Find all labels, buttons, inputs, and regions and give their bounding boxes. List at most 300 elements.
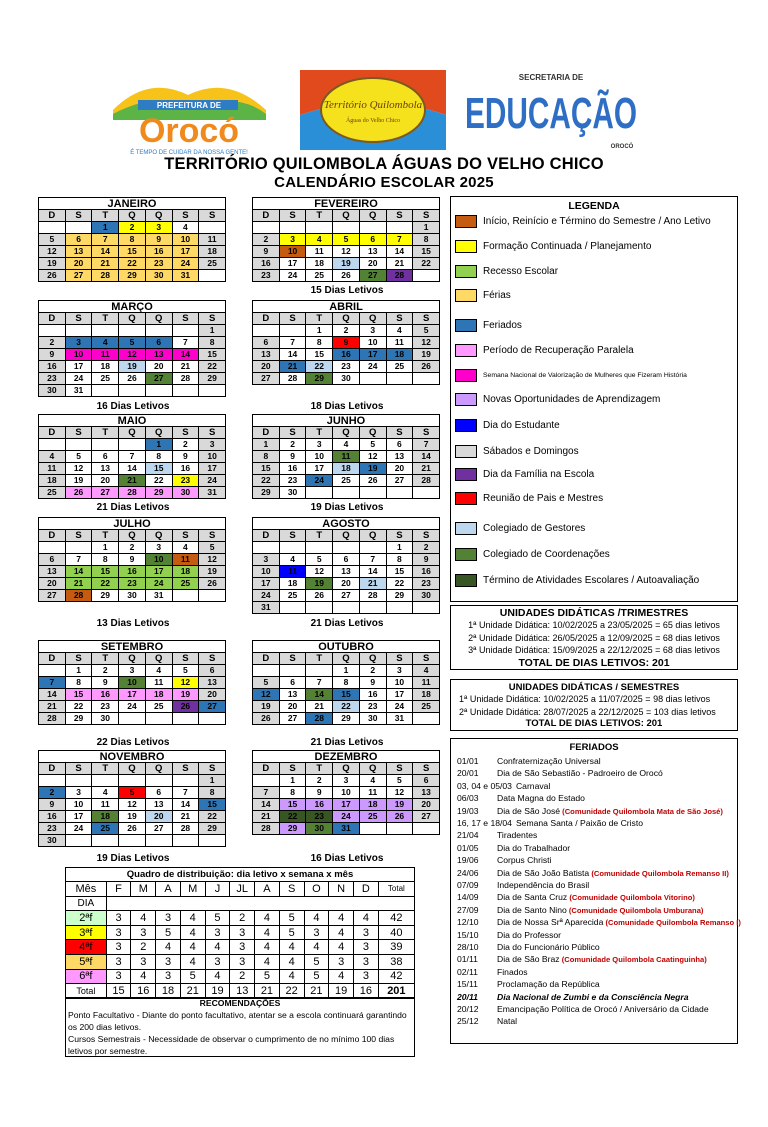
day-cell: 6	[146, 337, 173, 349]
weekday-header: T	[92, 210, 119, 222]
month-grid	[38, 530, 226, 602]
dist-cell: 2ªf	[66, 911, 107, 926]
trimestre-line: 1ª Unidade Didática: 10/02/2025 a 23/05/2025 = 65 dias letivos	[468, 620, 720, 630]
day-cell: 28	[253, 823, 280, 835]
day-cell: 25	[333, 475, 360, 487]
day-cell: 26	[306, 590, 333, 602]
dist-cell: 5	[180, 969, 205, 984]
day-cell	[39, 222, 66, 234]
month-name: DEZEMBRO	[252, 750, 440, 763]
dist-cell: 19	[205, 984, 230, 999]
day-cell	[306, 222, 333, 234]
dist-cell: 4	[180, 954, 205, 969]
day-cell: 21	[253, 811, 280, 823]
day-cell: 9	[92, 677, 119, 689]
page-title: TERRITÓRIO QUILOMBOLA ÁGUAS DO VELHO CHICO	[164, 155, 604, 173]
day-cell: 1	[413, 222, 440, 234]
day-cell	[199, 835, 226, 847]
legend-box	[450, 196, 738, 602]
day-cell: 11	[146, 677, 173, 689]
day-cell	[199, 222, 226, 234]
day-cell: 19	[66, 475, 93, 487]
legend-swatch	[455, 289, 477, 302]
day-cell: 4	[387, 325, 414, 337]
day-cell	[253, 775, 280, 787]
day-cell: 31	[387, 713, 414, 725]
legend-swatch	[455, 522, 477, 535]
weekday-header: S	[280, 313, 307, 325]
day-cell: 13	[253, 349, 280, 361]
day-cell: 29	[280, 823, 307, 835]
day-cell: 12	[360, 451, 387, 463]
trimestre-line: 2ª Unidade Didática: 26/05/2025 a 12/09/2025 = 68 dias letivos	[468, 632, 720, 643]
legend-item	[455, 491, 603, 505]
day-cell: 30	[39, 835, 66, 847]
feriado-date: 01/05	[457, 842, 479, 853]
weekday-header: Q	[333, 210, 360, 222]
feriado-date: 25/12	[457, 1016, 479, 1027]
day-cell: 26	[387, 811, 414, 823]
day-cell: 15	[387, 566, 414, 578]
dist-cell: 21	[255, 984, 280, 999]
legend-item	[455, 214, 711, 228]
day-cell	[173, 713, 200, 725]
day-cell	[66, 835, 93, 847]
day-cell	[119, 439, 146, 451]
day-cell: 22	[199, 361, 226, 373]
day-cell: 2	[39, 337, 66, 349]
day-cell: 31	[253, 602, 280, 614]
day-cell	[360, 823, 387, 835]
day-cell	[39, 665, 66, 677]
svg-text:Território Quilombola: Território Quilombola	[323, 99, 423, 111]
weekday-header: S	[413, 427, 440, 439]
dist-header: O	[304, 882, 329, 897]
day-cell: 26	[66, 487, 93, 499]
day-cell: 19	[39, 258, 66, 270]
day-cell: 28	[173, 373, 200, 385]
day-cell: 23	[92, 701, 119, 713]
day-cell: 28	[173, 823, 200, 835]
feriado-name: Tiradentes	[497, 830, 538, 841]
day-cell: 19	[360, 463, 387, 475]
dias-letivos: 19 Dias Letivos	[310, 502, 384, 513]
dist-header: M	[180, 882, 205, 897]
day-cell: 9	[173, 451, 200, 463]
day-cell: 8	[146, 451, 173, 463]
semestre-line: 1ª Unidade Didática: 10/02/2025 a 11/07/2025 = 98 dias letivos	[459, 694, 711, 704]
weekday-header: Q	[146, 653, 173, 665]
day-cell: 6	[333, 554, 360, 566]
dist-cell: 4	[180, 940, 205, 955]
weekday-header: S	[173, 210, 200, 222]
dist-cell: 42	[378, 969, 414, 984]
day-cell	[173, 590, 200, 602]
legend-item	[455, 547, 610, 561]
day-cell: 24	[387, 701, 414, 713]
day-cell: 8	[253, 451, 280, 463]
legend-item	[455, 264, 558, 278]
day-cell: 14	[253, 799, 280, 811]
day-cell: 27	[92, 487, 119, 499]
day-cell: 10	[360, 337, 387, 349]
weekday-header: S	[387, 530, 414, 542]
feriado-name: Dia de São Braz	[497, 954, 560, 965]
feriado-item	[457, 818, 643, 828]
day-cell	[92, 325, 119, 337]
dist-cell: 21	[304, 984, 329, 999]
day-cell: 28	[306, 713, 333, 725]
day-cell: 11	[173, 554, 200, 566]
day-cell: 16	[39, 361, 66, 373]
day-cell	[92, 835, 119, 847]
day-cell: 18	[92, 811, 119, 823]
day-cell: 7	[92, 234, 119, 246]
day-cell	[199, 713, 226, 725]
day-cell: 20	[199, 689, 226, 701]
day-cell: 16	[146, 246, 173, 258]
dist-cell: 3	[106, 925, 131, 940]
dist-header: M	[131, 882, 156, 897]
weekday-header: S	[387, 210, 414, 222]
weekday-header: T	[306, 763, 333, 775]
legend-label: Semana Nacional de Valorização de Mulheres que Fizeram História	[483, 371, 687, 379]
day-cell: 29	[306, 373, 333, 385]
day-cell: 12	[173, 677, 200, 689]
day-cell: 14	[173, 799, 200, 811]
day-cell	[173, 385, 200, 397]
weekday-header: S	[173, 530, 200, 542]
day-cell: 20	[387, 463, 414, 475]
dist-cell: 5	[304, 954, 329, 969]
day-cell: 23	[173, 475, 200, 487]
day-cell: 10	[253, 566, 280, 578]
day-cell	[387, 373, 414, 385]
day-cell: 30	[333, 373, 360, 385]
day-cell: 20	[146, 811, 173, 823]
month-6	[38, 517, 226, 602]
day-cell: 18	[360, 799, 387, 811]
legend-item	[455, 288, 511, 302]
feriado-item	[457, 1016, 517, 1026]
weekday-header: S	[280, 210, 307, 222]
day-cell: 23	[39, 373, 66, 385]
day-cell: 16	[333, 349, 360, 361]
day-cell: 5	[119, 787, 146, 799]
day-cell: 4	[92, 337, 119, 349]
weekday-header: D	[253, 313, 280, 325]
day-cell: 6	[413, 775, 440, 787]
day-cell: 8	[199, 337, 226, 349]
day-cell: 6	[66, 234, 93, 246]
day-cell: 8	[119, 234, 146, 246]
day-cell: 11	[199, 234, 226, 246]
dist-cell: 3	[304, 925, 329, 940]
dias-letivos: 21 Dias Letivos	[96, 502, 170, 513]
day-cell: 14	[387, 246, 414, 258]
dist-cell: 4	[329, 969, 354, 984]
day-cell	[119, 775, 146, 787]
dist-cell: 2	[131, 940, 156, 955]
day-cell	[66, 439, 93, 451]
day-cell: 27	[333, 590, 360, 602]
day-cell: 5	[119, 337, 146, 349]
month-grid	[38, 763, 226, 847]
dias-letivos: 22 Dias Letivos	[96, 737, 170, 748]
legend-label: Colegiado de Gestores	[483, 522, 586, 534]
feriado-item	[457, 806, 723, 816]
dist-cell: 3	[230, 940, 255, 955]
day-cell	[387, 222, 414, 234]
day-cell	[280, 602, 307, 614]
legend-swatch	[455, 240, 477, 253]
weekday-header: D	[39, 313, 66, 325]
day-cell: 23	[413, 578, 440, 590]
day-cell: 30	[173, 487, 200, 499]
day-cell: 21	[306, 701, 333, 713]
weekday-header: S	[199, 313, 226, 325]
svg-text:PREFEITURA DE: PREFEITURA DE	[156, 101, 222, 110]
weekday-header: S	[66, 210, 93, 222]
day-cell: 31	[333, 823, 360, 835]
month-name: FEVEREIRO	[252, 197, 440, 210]
weekday-header: Q	[119, 210, 146, 222]
dist-cell: 4	[279, 940, 304, 955]
month-name: AGOSTO	[252, 517, 440, 530]
day-cell: 27	[280, 713, 307, 725]
feriado-item	[457, 781, 550, 791]
day-cell: 27	[146, 823, 173, 835]
day-cell: 11	[306, 246, 333, 258]
day-cell: 16	[39, 811, 66, 823]
weekday-header: S	[173, 763, 200, 775]
month-grid	[38, 427, 226, 499]
day-cell: 29	[92, 590, 119, 602]
day-cell: 22	[146, 475, 173, 487]
day-cell: 27	[66, 270, 93, 282]
day-cell: 3	[199, 439, 226, 451]
day-cell: 26	[360, 475, 387, 487]
feriado-date: 19/06	[457, 855, 479, 866]
legend-label: Feriados	[483, 319, 522, 331]
dist-cell: 4	[304, 940, 329, 955]
dist-cell: 3	[329, 954, 354, 969]
month-3	[252, 300, 440, 385]
dist-cell: 3ªf	[66, 925, 107, 940]
weekday-header: Q	[146, 210, 173, 222]
day-cell: 9	[39, 799, 66, 811]
weekday-header: S	[413, 210, 440, 222]
day-cell: 11	[360, 787, 387, 799]
feriado-name: Proclamação da República	[497, 979, 600, 990]
month-grid	[252, 763, 440, 835]
day-cell: 10	[387, 677, 414, 689]
day-cell: 3	[146, 222, 173, 234]
day-cell: 29	[146, 487, 173, 499]
weekday-header: D	[39, 653, 66, 665]
dist-header: JL	[230, 882, 255, 897]
dist-cell: 5ªf	[66, 954, 107, 969]
dist-cell: 3	[354, 925, 379, 940]
weekday-header: Q	[146, 763, 173, 775]
day-cell: 21	[39, 701, 66, 713]
dist-cell: 4	[354, 911, 379, 926]
feriado-date: 03, 04 e 05/03	[457, 780, 512, 791]
day-cell: 11	[333, 451, 360, 463]
semestres-total: TOTAL DE DIAS LETIVOS: 201	[525, 718, 663, 729]
feriados-box	[450, 738, 741, 1044]
feriado-comunidade: (Comunidade Quilombola Remanso II)	[589, 868, 729, 878]
day-cell: 6	[146, 787, 173, 799]
day-cell: 17	[199, 463, 226, 475]
day-cell	[387, 602, 414, 614]
weekday-header: Q	[333, 653, 360, 665]
day-cell: 7	[360, 554, 387, 566]
dias-letivos: 19 Dias Letivos	[96, 853, 170, 864]
dist-cell: 201	[378, 984, 414, 999]
day-cell: 8	[306, 337, 333, 349]
dist-cell: 16	[131, 984, 156, 999]
weekday-header: S	[413, 763, 440, 775]
day-cell	[39, 325, 66, 337]
day-cell: 2	[306, 775, 333, 787]
day-cell: 16	[92, 689, 119, 701]
day-cell: 26	[253, 713, 280, 725]
day-cell: 2	[92, 665, 119, 677]
legend-swatch	[455, 393, 477, 406]
day-cell: 31	[66, 385, 93, 397]
feriado-item	[457, 954, 707, 964]
feriados-title: FERIADOS	[569, 742, 619, 753]
day-cell: 4	[39, 451, 66, 463]
day-cell: 29	[253, 487, 280, 499]
month-name: JUNHO	[252, 414, 440, 427]
day-cell: 3	[66, 337, 93, 349]
month-5	[252, 414, 440, 499]
feriado-name: Dia de São Sebastião - Padroeiro de Orocó	[497, 768, 663, 779]
dias-letivos: 21 Dias Letivos	[310, 618, 384, 629]
day-cell: 10	[146, 554, 173, 566]
dist-cell: 3	[354, 969, 379, 984]
day-cell: 27	[39, 590, 66, 602]
day-cell: 26	[173, 701, 200, 713]
weekday-header: S	[173, 313, 200, 325]
weekday-header: D	[39, 763, 66, 775]
day-cell	[333, 602, 360, 614]
feriado-item	[457, 855, 551, 865]
day-cell: 15	[92, 566, 119, 578]
day-cell: 24	[199, 475, 226, 487]
page-subtitle: CALENDÁRIO ESCOLAR 2025	[274, 174, 494, 191]
feriado-date: 02/11	[457, 966, 478, 977]
day-cell: 11	[39, 463, 66, 475]
day-cell: 8	[199, 787, 226, 799]
day-cell	[173, 835, 200, 847]
day-cell: 12	[253, 689, 280, 701]
day-cell	[119, 835, 146, 847]
day-cell: 11	[92, 799, 119, 811]
day-cell: 24	[280, 270, 307, 282]
feriado-name: Emancipação Política de Orocó / Aniversário da Cidade	[497, 1004, 709, 1014]
day-cell: 13	[387, 451, 414, 463]
day-cell: 18	[387, 349, 414, 361]
day-cell: 24	[306, 475, 333, 487]
day-cell: 28	[387, 270, 414, 282]
day-cell: 19	[413, 349, 440, 361]
day-cell	[387, 487, 414, 499]
day-cell: 27	[387, 475, 414, 487]
day-cell: 11	[280, 566, 307, 578]
day-cell: 18	[333, 463, 360, 475]
dist-cell: 4	[304, 911, 329, 926]
weekday-header: S	[280, 530, 307, 542]
weekday-header: S	[387, 313, 414, 325]
day-cell: 25	[92, 373, 119, 385]
weekday-header: T	[92, 653, 119, 665]
day-cell: 6	[280, 677, 307, 689]
legend-label: Término de Atividades Escolares / Autoavaliação	[483, 574, 700, 586]
day-cell: 24	[146, 578, 173, 590]
day-cell	[119, 385, 146, 397]
feriado-item	[457, 967, 528, 977]
feriado-name: Dia de São João Batista	[497, 867, 590, 878]
dist-cell: 4	[279, 954, 304, 969]
day-cell: 24	[360, 361, 387, 373]
dist-cell: 15	[106, 984, 131, 999]
dist-cell: 4	[255, 954, 280, 969]
day-cell: 22	[119, 258, 146, 270]
feriado-date: 24/06	[457, 867, 479, 878]
day-cell	[306, 542, 333, 554]
day-cell: 20	[360, 258, 387, 270]
svg-text:EDUCAÇÃO: EDUCAÇÃO	[465, 89, 720, 138]
legend-label: Formação Continuada / Planejamento	[483, 240, 652, 252]
legend-item	[455, 573, 699, 587]
day-cell: 28	[360, 590, 387, 602]
dist-cell: 5	[279, 925, 304, 940]
day-cell: 17	[333, 799, 360, 811]
day-cell	[39, 775, 66, 787]
day-cell: 19	[253, 701, 280, 713]
dist-cell: 4	[255, 925, 280, 940]
day-cell: 20	[413, 799, 440, 811]
dist-cell: 4	[255, 911, 280, 926]
day-cell: 24	[333, 811, 360, 823]
day-cell: 19	[119, 361, 146, 373]
day-cell: 16	[253, 258, 280, 270]
day-cell: 13	[199, 677, 226, 689]
day-cell: 15	[306, 349, 333, 361]
day-cell: 28	[66, 590, 93, 602]
day-cell: 11	[387, 337, 414, 349]
legend-swatch	[455, 215, 477, 228]
month-7	[252, 517, 440, 614]
day-cell: 25	[360, 811, 387, 823]
day-cell	[306, 487, 333, 499]
day-cell: 7	[306, 677, 333, 689]
month-11	[252, 750, 440, 835]
day-cell: 20	[333, 578, 360, 590]
dist-cell: 4	[279, 969, 304, 984]
recomendacoes-box	[65, 997, 415, 1057]
legend-item	[455, 239, 651, 253]
day-cell: 7	[173, 337, 200, 349]
month-name: ABRIL	[252, 300, 440, 313]
feriado-name: Finados	[497, 966, 528, 977]
weekday-header: S	[199, 653, 226, 665]
weekday-header: Q	[333, 763, 360, 775]
legend-swatch	[455, 492, 477, 505]
